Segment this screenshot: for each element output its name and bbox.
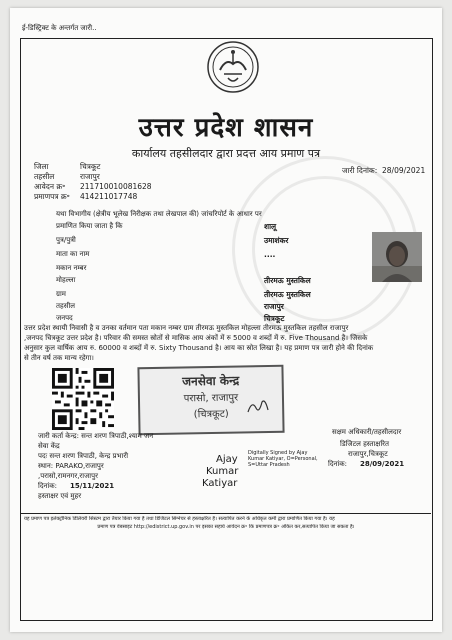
application-value: 211710010081628	[80, 182, 152, 191]
field-label: ग्राम	[56, 290, 66, 298]
field-value-district: चित्रकूट	[264, 314, 285, 323]
field-label: तहसील	[56, 302, 75, 310]
qr-code	[52, 368, 114, 430]
issuer-line-1: जारी कर्ता केन्द्र: सन्त शरण त्रिपाठी,श्याम जन	[38, 432, 154, 440]
field-label: पुत्र/पुत्री	[56, 236, 76, 244]
intro-text: यथा विभागीय (क्षेत्रीय भूलेख निरीक्षक तथा लेखपाल की) जांचरिपोर्ट के आधार पर	[56, 210, 262, 218]
issuer-line-5: ,परासो,रामनगर,राजापुर	[38, 472, 98, 480]
applicant-photo	[372, 232, 422, 282]
authority-date-label: दिनांक:	[328, 460, 347, 468]
tehsil-value: राजापुर	[80, 172, 100, 181]
body-line-3: अनुसार कुल वार्षिक आय रु. 60000 व शब्दों में रु. Sixty Thousand है। आय का स्रोत लिखा है। यह प्रमाण पत्र जारी होने की दिनांक	[24, 344, 374, 352]
field-value-parent: उमाशंकर	[264, 236, 289, 245]
signer-name-line-1: Ajay	[216, 454, 238, 465]
signer-name-line-3: Katiyar	[202, 478, 238, 489]
field-value-mother: ....	[264, 250, 276, 259]
field-value-name: शालू	[264, 222, 277, 231]
issue-date-value: 28/09/2021	[382, 166, 426, 175]
authority-date-value: 28/09/2021	[360, 460, 405, 468]
signature-detail-2: Kumar Katiyar, O=Personal,	[248, 456, 318, 462]
body-line-4: से तीन वर्ष तक मान्य रहेगा।	[24, 354, 94, 362]
certificate-number-value: 414211017748	[80, 192, 138, 201]
field-value-tehsil: राजापुर	[264, 302, 284, 311]
top-note: ई-डिस्ट्रिक्ट के अन्तर्गत जारी..	[22, 24, 97, 32]
field-value-village: तीरमऊ मुस्तकिल	[264, 290, 311, 299]
issuer-sign-label: हस्ताक्षर एवं मुहर	[38, 492, 82, 500]
page-subtitle: कार्यालय तहसीलदार द्वारा प्रदत्त आय प्रमाण पत्र	[131, 147, 321, 160]
stamp-signature-mark	[246, 396, 272, 416]
issue-date-label: जारी दिनांक:	[342, 166, 378, 175]
page-title: उत्तर प्रदेश शासन	[138, 113, 314, 143]
district-label: जिला	[34, 162, 49, 171]
field-label: मकान नम्बर	[56, 264, 87, 272]
field-label: माता का नाम	[56, 250, 90, 258]
authority-line-1: सक्षम अधिकारी/तहसीलदार	[332, 428, 402, 436]
field-value-mohalla: तीरमऊ मुस्तकिल	[264, 276, 311, 285]
footer-line-2: प्रमाण पत्र वेबसाइट http://edistrict.up.gov.in पर इसका सहाये आवेदन क्र॰ कि प्रमाणपत्र क्र॰ अंकित कर,सत्यापित किया जा सकता है।	[97, 524, 355, 530]
footer-divider	[20, 513, 431, 514]
signature-detail-1: Digitally Signed by Ajay	[248, 450, 308, 456]
district-value: चित्रकूट	[80, 162, 101, 171]
issuer-line-3: पदः सन्त शरण त्रिपाठी, केन्द्र प्रभारी	[38, 452, 129, 460]
field-label: मोहल्ला	[56, 276, 76, 284]
body-line-2: ,जनपद चित्रकूट उत्तर प्रदेश है। परिवार की समस्त स्रोतों से मासिक आय अंकों में रु 5000 व शब्दों में रु. Five Thousand है। जिसके	[24, 334, 368, 342]
field-label: जनपद	[56, 314, 73, 322]
signature-detail-3: S=Uttar Pradesh	[248, 462, 290, 468]
tehsil-label: तहसील	[34, 172, 55, 181]
issuer-line-2: सेवा केंद्र	[38, 442, 60, 450]
signer-name-line-2: Kumar	[206, 466, 239, 477]
stamp-line-2: परासो, राजापुर	[183, 392, 239, 405]
certificate-page	[10, 8, 442, 632]
authority-line-3: राजापुर,चित्रकूट	[348, 450, 388, 458]
authority-line-2: डिजिटल हस्ताक्षरित	[340, 440, 389, 448]
intro-text-2: प्रमाणित किया जाता है कि	[56, 222, 123, 230]
footer-line-1: यह प्रमाण पत्र इलेक्ट्रॉनिक डिलिवरी सिस्टम द्वारा तैयार किया गया है तथा डिजिटल सिग्नेचर से हस्ताक्षरित है। सत्यापित करने के अधिकृत कर्मी द्वारा प्रमाणित किया गया है। यह	[24, 516, 335, 522]
stamp-line-1: जनसेवा केन्द्र	[182, 373, 240, 389]
issuer-date-label: दिनांक:	[38, 482, 57, 490]
body-line-1: उत्तर प्रदेश स्थायी निवासी है व उनका वर्तमान पता मकान नम्बर ग्राम तीरमऊ मुस्तकिल मोहल्ला तीरमऊ मुस्तकिल तहसील राजापुर	[24, 324, 349, 332]
application-label: आवेदन क्र॰	[34, 182, 66, 191]
issuer-date-value: 15/11/2021	[70, 482, 115, 490]
up-emblem-icon	[206, 40, 260, 94]
stamp-line-3: (चित्रकूट)	[193, 408, 229, 421]
certificate-number-label: प्रमाणपत्र क्र॰	[34, 192, 70, 201]
issuer-line-4: स्थान: PARAKO,राजापुर	[38, 462, 104, 470]
